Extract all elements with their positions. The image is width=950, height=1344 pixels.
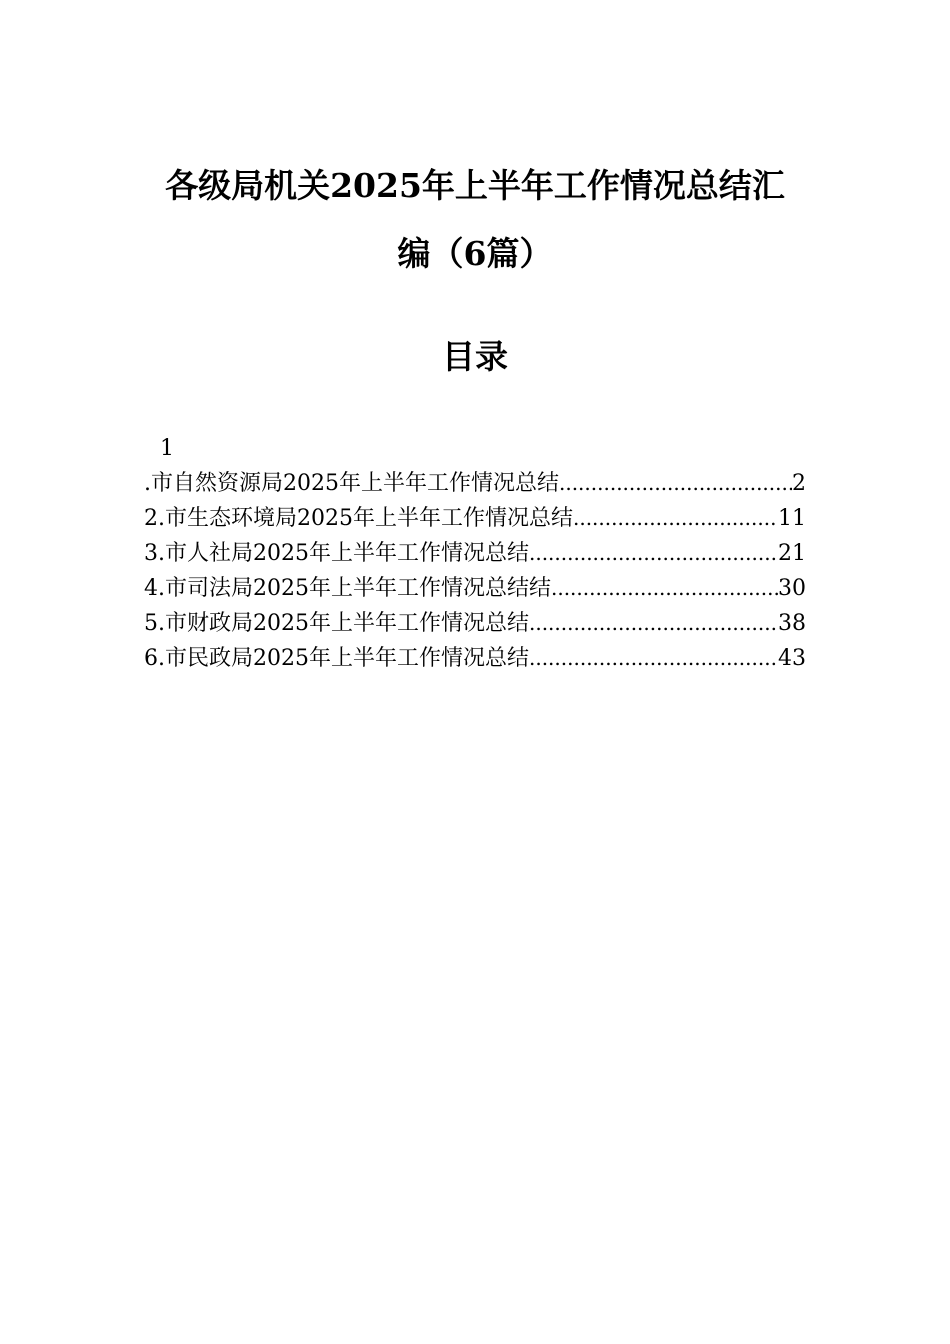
toc-entry-title: 4.市司法局2025年上半年工作情况总结结 xyxy=(144,576,551,601)
toc-entry-1-number: 1 xyxy=(160,436,174,461)
toc-entry-page: 11 xyxy=(778,506,806,531)
toc-dot-leader xyxy=(529,536,778,571)
document-title-line-1: 各级局机关2025年上半年工作情况总结汇 xyxy=(165,166,785,205)
table-of-contents xyxy=(144,432,806,676)
toc-entry[interactable] xyxy=(144,536,806,571)
toc-entry-page: 21 xyxy=(778,541,806,566)
toc-entry-title: 2.市生态环境局2025年上半年工作情况总结 xyxy=(144,506,573,531)
toc-entry-page: 2 xyxy=(792,471,806,496)
toc-entry-page: 43 xyxy=(778,646,806,671)
toc-dot-leader xyxy=(551,571,778,606)
toc-entry-page: 30 xyxy=(778,576,806,601)
toc-entry-title: .市自然资源局2025年上半年工作情况总结 xyxy=(144,471,559,496)
document-title-line-2: 编（6篇） xyxy=(397,234,553,273)
toc-entry[interactable] xyxy=(144,466,806,501)
toc-entry-title: 6.市民政局2025年上半年工作情况总结 xyxy=(144,646,529,671)
toc-entry-title: 3.市人社局2025年上半年工作情况总结 xyxy=(144,541,529,566)
toc-entry[interactable] xyxy=(144,641,806,676)
toc-entry-page: 38 xyxy=(778,611,806,636)
toc-dot-leader xyxy=(559,466,792,501)
toc-dot-leader xyxy=(529,606,778,641)
toc-dot-leader xyxy=(573,501,778,536)
toc-entry[interactable] xyxy=(144,571,806,606)
toc-entry[interactable] xyxy=(144,606,806,641)
toc-entry[interactable] xyxy=(144,501,806,536)
toc-heading: 目录 xyxy=(442,337,508,376)
toc-entry-title: 5.市财政局2025年上半年工作情况总结 xyxy=(144,611,529,636)
toc-dot-leader xyxy=(529,641,778,676)
